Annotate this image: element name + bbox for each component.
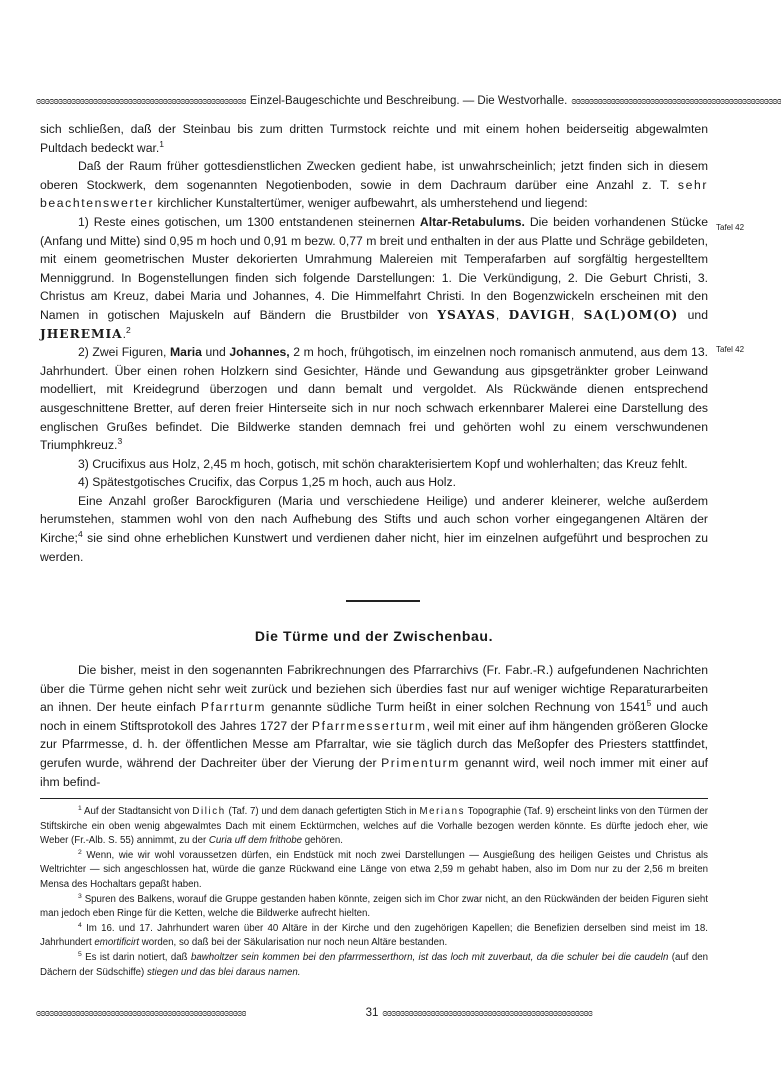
footnote-ref: 3 [117,436,123,447]
footnote-3: $^3$ Spuren des Balkens, worauf die Gruppe gestanden haben könnte, zeigen sich im Chor zwar nicht, an den Rückwänden der beiden Figuren sieht man jedoch eben Ringe für die Ketten, welche die Bildwerke aufrecht hielten. [40,892,708,920]
footnote-1: $^1$ Auf der Stadtansicht von Dilich (Taf. 7) und dem danach gefertigten Stich in Merians Topographie (Taf. 9) erscheint links von den Türmen der Stiftskirche ein oben wenig abgewalmtes Dach mit einem Ecktürmchen, welches auf die Vorhalle bezogen werden könnte. Es dürfte jedoch eher, wie Weber (Fr.-Alb. S. 55) annimmt, zu der Curia uff dem frithobe gehören. [40,804,708,847]
footnote-2: $^2$ Wenn, wie wir wohl voraussetzen dürfen, ein Endstück mit noch zwei Darstellungen — Ausgießung des heiligen Geistes und Christus als Weltrichter — sich angeschlossen hat, würde die ganze Rückwand eine Länge von etwa 2,59 m gehabt haben, also im Dom nur zu der 2,56 m breiten Mensa des Hochaltars gepaßt haben. [40,848,708,890]
footnote-ref: 5 [646,698,652,709]
header-ornament-right: ɞɞɞɞɞɞɞɞɞɞɞɞɞɞɞɞɞɞɞɞɞɞɞɞɞɞɞɞɞɞɞɞɞɞɞɞɞɞɞɞɞɞɞɞɞɞɞɞ [571,95,781,107]
list-item-altar-retabulum: 1) Reste eines gotischen, um 1300 entstandenen steinernen Altar-Retabulums. Die beiden vorhandenen Stücke (Anfang und Mitte) sind 0,95 m hoch und 0,91 m bezw. 0,77 m breit und enthalten in der aus Platte und Schräge gebildeten, mit einem geometrischen Muster dekorierten Umrahmung Malereien mit Temperafarben auf sorgfältig hergestelltem Menniggrund. In Bogenstellungen finden sich folgende Darstellungen: 1. Die Verkündigung, 2. Die Geburt Christi, 3. Christus am Kreuz, dabei Maria und Johannes, 4. Die Himmelfahrt Christi. In den Bogenzwickeln erscheinen mit den Namen in gotischen Majuskeln auf Bändern die Brustbilder von YSAYAS, DAVIGH, SA(L)OM(O) und JHEREMIA.$^2$ [40,214,708,341]
gothic-name: JHEREMIA [40,326,123,341]
footnote-4: $^4$ Im 16. und 17. Jahrhundert waren über 40 Altäre in der Kirche und den zugehörigen Kapellen; die Benefizien derselben sind meist im 18. Jahrhundert emortificirt worden, so daß bei der Säkularisation nur noch neun Altäre bestanden. [40,921,708,949]
paragraph-negotienboden: Daß der Raum früher gottesdienstlichen Zwecken gedient habe, ist unwahrscheinlich; jetzt finden sich in diesem oberen Stockwerk, dem sogenannten Negotienboden, sowie in dem Dachraum darüber eine Anzahl z. T. sehr beachtenswerter kirchlicher Kunstaltertümer, weniger aufbewahrt, als umherstehend und liegend: [40,159,708,211]
list-item-crucifixus: 3) Crucifixus aus Holz, 2,45 m hoch, gotisch, mit schön charakterisiertem Kopf und wohlerhalten; das Kreuz fehlt. [78,456,688,471]
gothic-name: SA(L)OM(O) [583,307,679,322]
list-item-crucifix: 4) Spätestgotisches Crucifix, das Corpus 1,25 m hoch, auch aus Holz. [78,475,456,490]
header-ornament-left: ɞɞɞɞɞɞɞɞɞɞɞɞɞɞɞɞɞɞɞɞɞɞɞɞɞɞɞɞɞɞɞɞɞɞɞɞɞɞɞɞɞɞɞɞɞɞɞɞ [36,95,246,107]
section-divider [346,600,420,602]
upper-text-block [40,120,708,566]
margin-note-tafel: Tafel 42 [716,223,745,232]
paragraph-barockfiguren: Eine Anzahl großer Barockfiguren (Maria und verschiedene Heilige) und anderer kleinerer, welche außerdem herumstehen, stammen wohl von den nach Aufhebung des Stifts und auch schon vorher eingegangenen Altären der Kirche;$^4$ sie sind ohne erheblichen Kunstwert und verdienen daher nicht, hier im einzelnen aufgeführt und besprochen zu werden. [40,493,708,564]
list-item-figures: 2) Zwei Figuren, Maria und Johannes, 2 m hoch, frühgotisch, im einzelnen noch romanisch anmutend, aus dem 13. Jahrhundert. Über einen rohen Holzkern sind Gesichter, Hände und Gewandung aus gipsgetränkter grober Leinwand modelliert, mit Kreidegrund überzogen und dann bemalt und vergoldet. Als Rückwände dienen entsprechend ausgeschnittene Bretter, auf deren freier Hinterseite sich in nur noch schwach erkennbarer Malerei eine Darstellung des englischen Grußes befindet. Die Bildwerke standen demnach frei und gehörten wohl zu einem verschwundenen Triumphkreuz.$^3$ [40,345,709,453]
footnote-rule [40,798,708,799]
page-number: 31 [365,1007,379,1019]
lower-text-block [40,661,708,791]
footnote-5: $^5$ Es ist darin notiert, daß bawholtzer sein kommen bei den pfarrmesserthorn, ist das loch mit zuverbaut, da die schuler bei die caudeln (auf den Dächern der Südschiffe) stiegen und das blei daraus namen. [40,950,708,978]
paragraph-continuation: sich schließen, daß der Steinbau bis zum dritten Turmstock reichte und mit einem hohen beiderseitig abgewalmten Pultdach bedeckt war.$^1$ [40,122,708,155]
margin-note-tafel: Tafel 42 [716,345,745,354]
footnotes [40,805,708,980]
footer-ornament-right: ɞɞɞɞɞɞɞɞɞɞɞɞɞɞɞɞɞɞɞɞɞɞɞɞɞɞɞɞɞɞɞɞɞɞɞɞɞɞɞɞɞɞɞɞɞɞɞɞ [382,1007,593,1019]
footer-ornament-left: ɞɞɞɞɞɞɞɞɞɞɞɞɞɞɞɞɞɞɞɞɞɞɞɞɞɞɞɞɞɞɞɞɞɞɞɞɞɞɞɞɞɞɞɞɞɞɞɞ [36,1007,246,1019]
page-footer [36,1004,708,1022]
footnote-ref: 4 [77,529,83,539]
running-header-title: Einzel-Baugeschichte und Beschreibung. — Die Westvorhalle. [249,95,568,107]
running-header [36,92,781,110]
gothic-name: DAVIGH [508,307,571,322]
footnote-ref: 1 [159,138,164,149]
section-title: Die Türme und der Zwischenbau. [254,628,494,644]
paragraph-tuerme: Die bisher, meist in den sogenannten Fabrikrechnungen des Pfarrarchivs (Fr. Fabr.-R.) aufgefundenen Nachrichten über die Türme gehen nicht sehr weit zurück und beziehen sich überdies fast nur auf weniger wichtige Reparaturarbeiten an ihnen. Der heute einfach Pfarrturm genannte südliche Turm heißt in einer solchen Rechnung von 1541$^5$ und auch noch in einem Stiftsprotokoll des Jahres 1727 der Pfarrmesserturm, weil mit einer auf ihm hängenden größeren Glocke zur Pfarrmesse, d. h. der öffentlichen Messe am Pfarraltar, wie sie täglich durch das Meßopfer des Priesters stattfindet, gerufen wurde, während der Dachreiter über der Vierung der Primenturm genannt wird, weil noch immer mit einer auf ihm befind- [40,663,708,789]
gothic-name: YSAYAS [437,307,496,322]
footnote-ref: 2 [126,324,131,335]
